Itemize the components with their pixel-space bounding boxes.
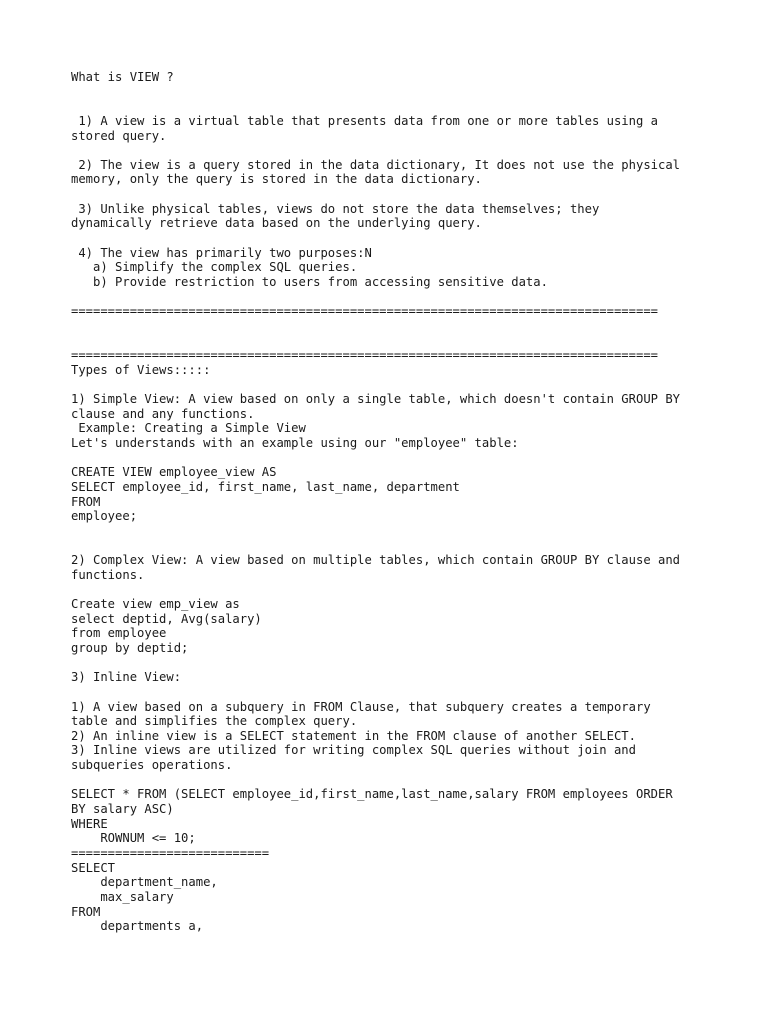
text-line: dynamically retrieve data based on the underlying query. [71, 216, 482, 231]
blank-line [71, 99, 711, 114]
blank-line [71, 290, 711, 305]
text-line: from employee [71, 626, 167, 641]
text-line: department_name, [71, 875, 218, 890]
text-line: max_salary [71, 889, 174, 904]
text-line: Example: Creating a Simple View [71, 421, 306, 436]
text-line: ================================================================================ [71, 348, 658, 363]
blank-line [71, 231, 711, 246]
text-line: subqueries operations. [71, 758, 233, 773]
text-line: 3) Inline views are utilized for writing complex SQL queries without join and [71, 743, 636, 758]
text-line: 1) A view is a virtual table that presents data from one or more tables using a [71, 113, 658, 128]
text-line: select deptid, Avg(salary) [71, 611, 262, 626]
blank-line [71, 656, 711, 671]
text-line: ================================================================================ [71, 304, 658, 319]
blank-line [71, 319, 711, 334]
text-line: BY salary ASC) [71, 802, 174, 817]
blank-line [71, 334, 711, 349]
text-line: a) Simplify the complex SQL queries. [71, 260, 358, 275]
text-line: 1) A view based on a subquery in FROM Clause, that subquery creates a temporary [71, 699, 651, 714]
text-line: 4) The view has primarily two purposes:N [71, 245, 372, 260]
text-line: Let's understands with an example using our "employee" table: [71, 436, 519, 451]
blank-line [71, 143, 711, 158]
text-line: 2) An inline view is a SELECT statement in the FROM clause of another SELECT. [71, 728, 636, 743]
text-line: clause and any functions. [71, 406, 255, 421]
text-line: functions. [71, 567, 145, 582]
blank-line [71, 582, 711, 597]
blank-line [71, 377, 711, 392]
text-line: 3) Unlike physical tables, views do not store the data themselves; they [71, 201, 600, 216]
text-line: WHERE [71, 816, 108, 831]
blank-line [71, 539, 711, 554]
text-line: =========================== [71, 845, 270, 860]
blank-line [71, 524, 711, 539]
text-line: Create view emp_view as [71, 597, 240, 612]
text-line: 3) Inline View: [71, 670, 182, 685]
text-line: group by deptid; [71, 640, 189, 655]
text-line: SELECT [71, 860, 116, 875]
text-line: 2) The view is a query stored in the data dictionary, It does not use the physical [71, 157, 681, 172]
blank-line [71, 187, 711, 202]
text-line: Types of Views::::: [71, 362, 211, 377]
text-line: CREATE VIEW employee_view AS [71, 465, 277, 480]
text-line: memory, only the query is stored in the data dictionary. [71, 172, 482, 187]
text-line: 2) Complex View: A view based on multiple tables, which contain GROUP BY clause and [71, 553, 681, 568]
document-page [71, 70, 711, 934]
text-line: departments a, [71, 919, 204, 934]
text-line: What is VIEW ? [71, 70, 174, 84]
text-line: SELECT employee_id, first_name, last_name, department [71, 479, 460, 494]
text-line: FROM [71, 494, 101, 509]
text-line: 1) Simple View: A view based on only a single table, which doesn't contain GROUP BY [71, 392, 681, 407]
blank-line [71, 685, 711, 700]
text-line: stored query. [71, 128, 167, 143]
text-line: SELECT * FROM (SELECT employee_id,first_name,last_name,salary FROM employees ORDER [71, 787, 673, 802]
text-line: FROM [71, 904, 101, 919]
text-line: ROWNUM <= 10; [71, 831, 196, 846]
text-line: b) Provide restriction to users from accessing sensitive data. [71, 274, 548, 289]
blank-line [71, 773, 711, 788]
blank-line [71, 451, 711, 466]
text-line: employee; [71, 509, 138, 524]
text-line: table and simplifies the complex query. [71, 714, 358, 729]
blank-line [71, 85, 711, 100]
